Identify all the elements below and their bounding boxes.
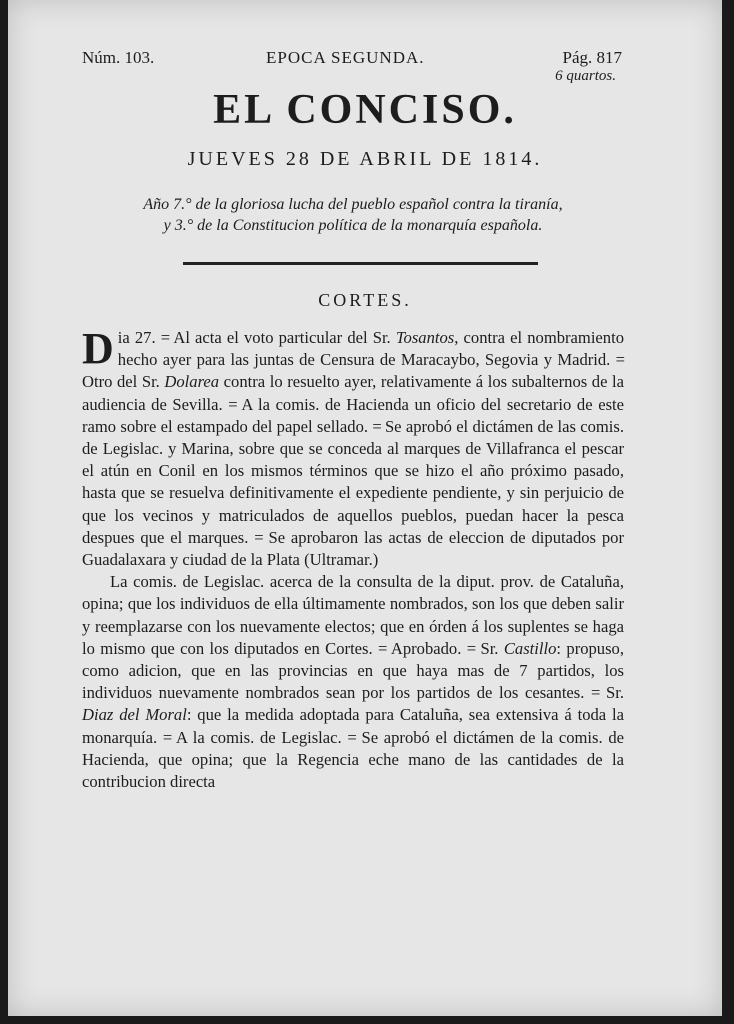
page-number: Pág. 817 bbox=[562, 48, 622, 67]
motto bbox=[88, 194, 618, 236]
text-run: La comis. de Legislac. acerca de la consulta de la diput. prov. de Cataluña, opina; que los individuos de ella últimamente nombrados, son los que deben salir y reemplazarse con los nuevamente electos; que en órden á los suplentes se haga lo mismo que con los diputados en Cortes. bbox=[82, 572, 624, 658]
text-run: Aprobado. bbox=[386, 638, 467, 658]
motto-line-2: y 3.° de la Constitucion política de la monarquía española. bbox=[163, 217, 543, 234]
person-name: Dolarea bbox=[164, 372, 220, 392]
text-run: , contra el nombramiento hecho ayer para las juntas de Censura de Maracaybo, Segovia y Madrid. bbox=[117, 328, 625, 370]
section-title: CORTES. bbox=[318, 290, 412, 310]
text-run: : propuso, como adicion, que en las provincias en que haya mas de 7 partidos, los individuos nuevamente nombrados sean por los partidos de los cesantes. bbox=[82, 638, 625, 703]
motto-line-1: Año 7.° de la gloriosa lucha del pueblo español contra la tiranía, bbox=[143, 196, 563, 213]
article-body bbox=[82, 324, 625, 793]
separator: = bbox=[254, 527, 263, 547]
person-name: Diaz del Moral bbox=[82, 705, 187, 725]
separator: = bbox=[372, 416, 381, 436]
text-run: ia 27. bbox=[117, 328, 161, 347]
header-divider bbox=[183, 262, 538, 265]
paragraph-1 bbox=[82, 324, 625, 571]
newspaper-page bbox=[8, 0, 722, 1016]
text-run: Se aprobó el dictámen de la comis. de Hacienda, que opina; que la Regencia eche mano de las cantidades de la contribucion directa bbox=[82, 727, 624, 792]
text-run: A la comis. de Legislac. bbox=[171, 727, 348, 747]
text-run: Sr. bbox=[599, 683, 624, 703]
separator: = bbox=[162, 727, 172, 747]
page-header bbox=[82, 48, 622, 72]
separator: = bbox=[615, 350, 624, 370]
text-run: : que la medida adoptada para Cataluña, sea extensiva á toda la monarquía. bbox=[82, 705, 624, 747]
text-run: Se aprobaron las actas de eleccion de diputados por Guadalaxara y ciudad de la Plata (Ultramar.) bbox=[82, 527, 624, 570]
issue-number: Núm. 103. bbox=[82, 48, 155, 67]
text-run: Al acta el voto particular del Sr. bbox=[169, 328, 396, 347]
text-run: Otro del Sr. bbox=[82, 372, 165, 392]
text-run: Se aprobó el dictámen de las comis. de Legislac. y Marina, sobre que se conceda al marques de Villafranca el pescar el atún en Conil en los mismos términos que se hizo el año próximo pasado, hasta que se resuelva definitivamente el expediente pendiente, y sin perjuicio de que los vecinos y matriculados de aquellos pueblos, puedan hacer la pesca despues que el marques. bbox=[82, 416, 624, 547]
person-name: Tosantos bbox=[395, 328, 455, 347]
text-run: A la comis. de Hacienda un oficio del secretario de este ramo sobre el estampado del papel sellado. bbox=[82, 394, 624, 436]
paragraph-2 bbox=[82, 571, 624, 793]
text-run: contra lo resuelto ayer, relativamente á los subalternos de la audiencia de Sevilla. bbox=[82, 372, 625, 414]
separator: = bbox=[466, 638, 476, 658]
separator: = bbox=[347, 727, 356, 747]
separator: = bbox=[591, 683, 600, 703]
masthead-title: EL CONCISO. bbox=[213, 87, 517, 133]
drop-cap: D bbox=[82, 324, 114, 373]
text-run: Sr. bbox=[475, 638, 504, 658]
separator: = bbox=[160, 328, 170, 347]
issue-date: JUEVES 28 DE ABRIL DE 1814. bbox=[187, 148, 543, 170]
person-name: Castillo bbox=[503, 638, 557, 658]
price-label: 6 quartos. bbox=[555, 68, 616, 84]
separator: = bbox=[228, 394, 237, 414]
epoch-label: EPOCA SEGUNDA. bbox=[266, 48, 425, 67]
separator: = bbox=[378, 638, 387, 658]
